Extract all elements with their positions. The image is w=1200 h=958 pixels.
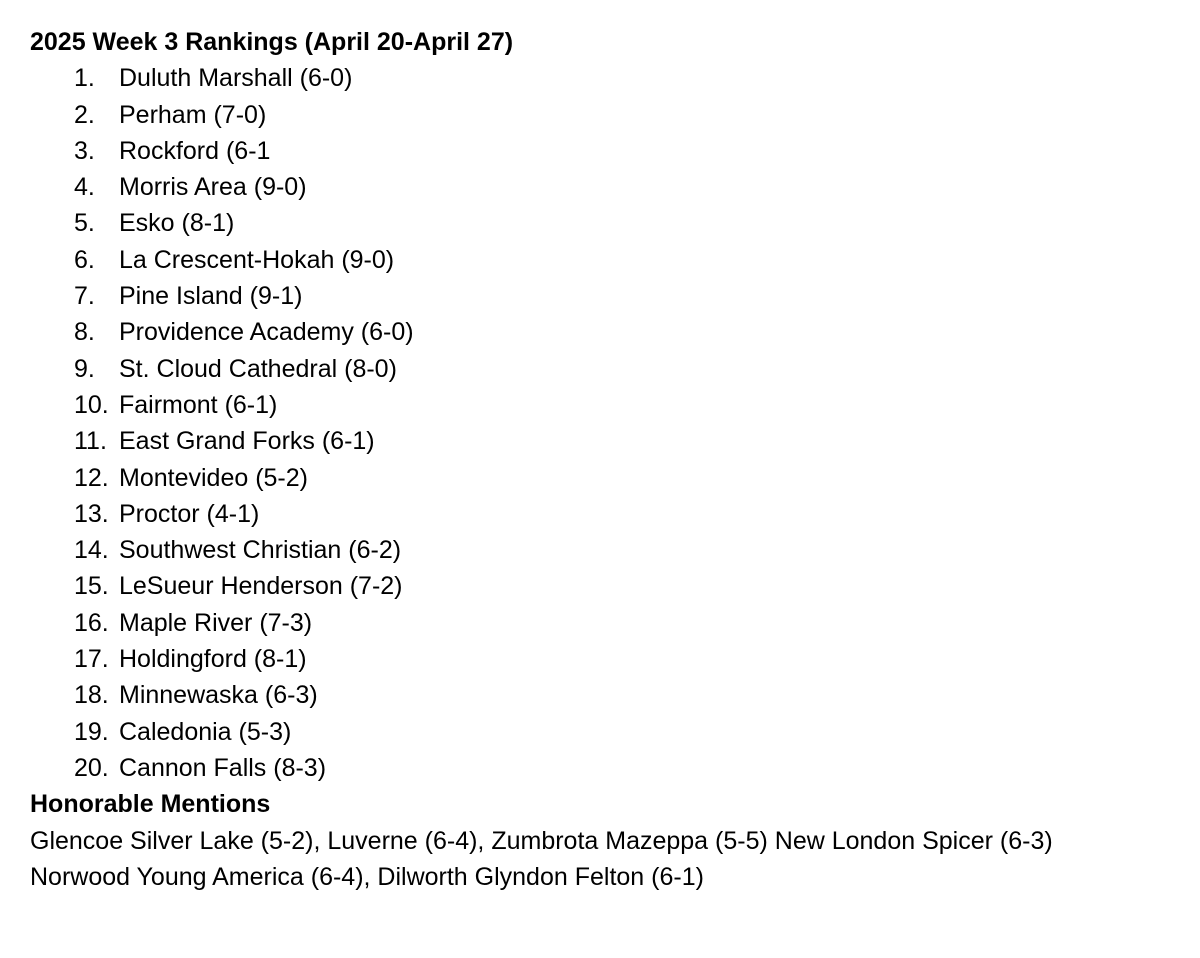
rank-number: 11. xyxy=(74,427,107,456)
ranking-item xyxy=(30,278,1200,314)
ranking-item xyxy=(30,314,1200,350)
honorable-mentions-line: Norwood Young America (6-4), Dilworth Glyndon Felton (6-1) xyxy=(30,862,704,891)
team-record: Esko (8-1) xyxy=(119,209,235,238)
team-record: Pine Island (9-1) xyxy=(119,282,303,311)
team-record: Montevideo (5-2) xyxy=(119,463,308,492)
ranking-item xyxy=(30,714,1200,750)
team-record: Duluth Marshall (6-0) xyxy=(119,64,353,93)
rank-number: 10. xyxy=(74,390,109,419)
rank-number: 15. xyxy=(74,572,109,601)
team-record: Morris Area (9-0) xyxy=(119,173,307,202)
ranking-item xyxy=(30,351,1200,387)
team-record: Fairmont (6-1) xyxy=(119,390,278,419)
ranking-item xyxy=(30,605,1200,641)
ranking-item xyxy=(30,205,1200,241)
ranking-item xyxy=(30,568,1200,604)
team-record: Proctor (4-1) xyxy=(119,499,260,528)
ranking-item xyxy=(30,97,1200,133)
team-record: Caledonia (5-3) xyxy=(119,717,292,746)
rankings-list xyxy=(30,60,1200,786)
ranking-item xyxy=(30,532,1200,568)
rank-number: 8. xyxy=(74,318,95,347)
ranking-item xyxy=(30,133,1200,169)
rank-number: 5. xyxy=(74,209,95,238)
honorable-mentions-heading: Honorable Mentions xyxy=(30,790,271,819)
team-record: La Crescent-Hokah (9-0) xyxy=(119,245,395,274)
ranking-item xyxy=(30,423,1200,459)
rank-number: 6. xyxy=(74,245,95,274)
team-record: Cannon Falls (8-3) xyxy=(119,753,327,782)
rank-number: 9. xyxy=(74,354,95,383)
ranking-item xyxy=(30,496,1200,532)
ranking-item xyxy=(30,60,1200,96)
ranking-item xyxy=(30,641,1200,677)
rank-number: 14. xyxy=(74,536,109,565)
ranking-item xyxy=(30,677,1200,713)
honorable-mentions-line: Glencoe Silver Lake (5-2), Luverne (6-4), Zumbrota Mazeppa (5-5) New London Spicer (6-3) xyxy=(30,826,1053,855)
team-record: Perham (7-0) xyxy=(119,100,267,129)
rank-number: 2. xyxy=(74,100,95,129)
rank-number: 13. xyxy=(74,499,109,528)
rankings-title: 2025 Week 3 Rankings (April 20-April 27) xyxy=(30,28,514,56)
team-record: Minnewaska (6-3) xyxy=(119,681,318,710)
rank-number: 16. xyxy=(74,608,109,637)
team-record: LeSueur Henderson (7-2) xyxy=(119,572,403,601)
team-record: Maple River (7-3) xyxy=(119,608,313,637)
ranking-item xyxy=(30,460,1200,496)
ranking-item xyxy=(30,169,1200,205)
team-record: Holdingford (8-1) xyxy=(119,645,307,674)
rank-number: 12. xyxy=(74,463,109,492)
team-record: St. Cloud Cathedral (8-0) xyxy=(119,354,397,383)
ranking-item xyxy=(30,750,1200,786)
rank-number: 20. xyxy=(74,753,109,782)
ranking-item xyxy=(30,387,1200,423)
ranking-item xyxy=(30,242,1200,278)
rank-number: 3. xyxy=(74,136,95,165)
rank-number: 19. xyxy=(74,717,109,746)
team-record: East Grand Forks (6-1) xyxy=(119,427,375,456)
rank-number: 18. xyxy=(74,681,109,710)
rank-number: 17. xyxy=(74,645,109,674)
team-record: Providence Academy (6-0) xyxy=(119,318,414,347)
team-record: Southwest Christian (6-2) xyxy=(119,536,402,565)
rank-number: 1. xyxy=(74,64,95,93)
rank-number: 7. xyxy=(74,282,95,311)
rank-number: 4. xyxy=(74,173,95,202)
team-record: Rockford (6-1 xyxy=(119,136,271,165)
